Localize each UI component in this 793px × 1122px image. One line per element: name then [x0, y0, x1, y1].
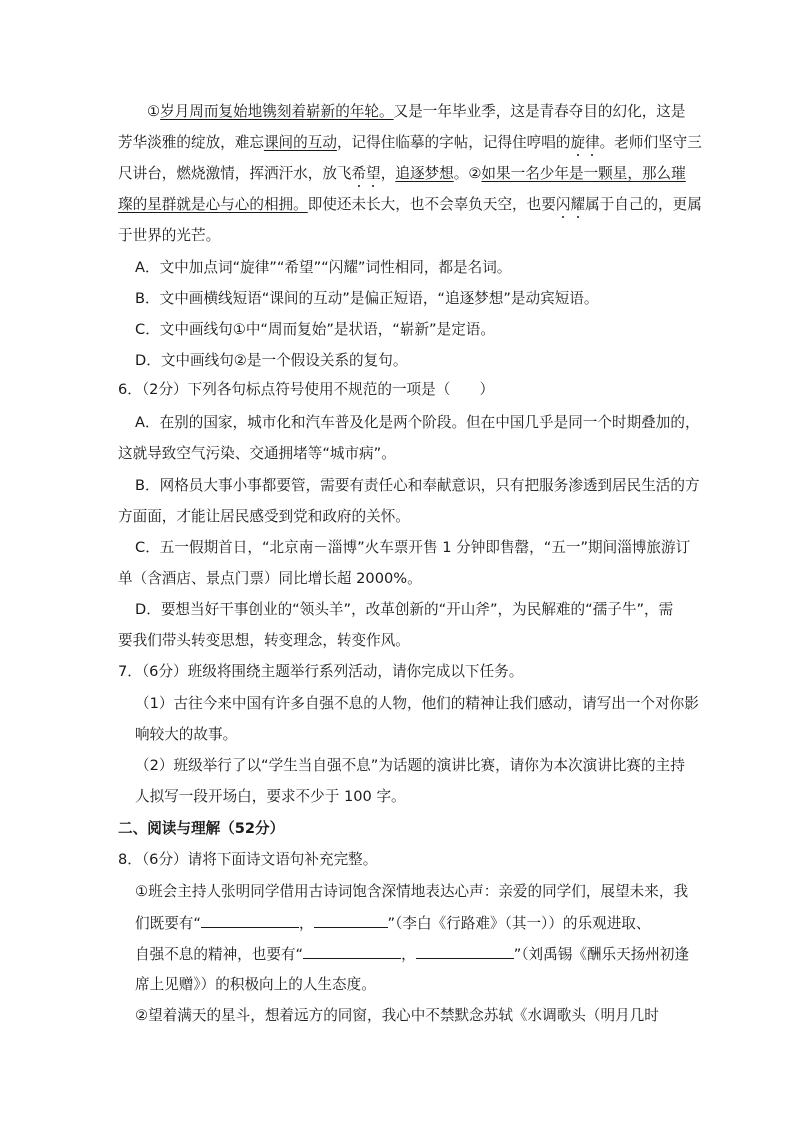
q6-option-c-line-1: C．五一假期首日，“北京南－淄博”火车票开售 1 分钟即售罄，“五一”期间淄博旅游订	[135, 539, 691, 556]
q7-sub2-line-1: （2）班级举行了以“学生当自强不息”为话题的演讲比赛，请你为本次演讲比赛的主持	[135, 757, 685, 774]
q7-sub2-line-2: 人拟写一段开场白，要求不少于 100 字。	[135, 788, 406, 805]
q8-stem: 8．（6分）请将下面诗文语句补充完整。	[118, 851, 378, 868]
q8-item1-line-1: ①班会主持人张明同学借用古诗词饱含深情地表达心声：亲爱的同学们，展望未来，我	[135, 883, 689, 900]
dotted-char: 耀	[570, 196, 586, 213]
q7-sub1-line-2: 响较大的故事。	[135, 726, 238, 743]
circled-number-1: ①	[147, 103, 161, 120]
passage-line-4: 璨的星群就是心与心的相拥。即使还未长大，也不会辜负天空，也要闪耀属于自己的，更属	[118, 196, 702, 213]
q5-option-c: C．文中画线句①中“周而复始”是状语，“崭新”是定语。	[135, 321, 495, 338]
q8-item1-line-2: 们既要有“ ， ”（李白《行路难》（其一））的乐观进取、	[135, 915, 651, 932]
passage-line-3: 尺讲台，燃烧激情，挥洒汗水，放飞希望，追逐梦想。②如果一名少年是一颗星，那么璀	[118, 165, 686, 182]
dotted-char: 律	[585, 134, 600, 151]
dotted-char: 望	[366, 165, 381, 182]
answer-blank[interactable]	[314, 913, 388, 928]
q7-stem: 7．（6分）班级将围绕主题举行系列活动，请你完成以下任务。	[118, 663, 524, 680]
underlined-sentence-2-end: 璨的星群就是心与心的相拥。	[118, 196, 308, 213]
dotted-char: 闪	[555, 196, 571, 213]
underlined-phrase: 课间的互动	[263, 134, 337, 151]
q6-option-c-line-2: 单（含酒店、景点门票）同比增长超 2000%。	[118, 570, 422, 587]
q6-option-a-line-2: 这就导致空气污染、交通拥堵等“城市病”。	[118, 445, 396, 462]
q6-option-d-line-2: 要我们带头转变思想，转变理念，转变作风。	[118, 632, 410, 649]
answer-blank[interactable]	[201, 913, 299, 928]
q5-option-b: B．文中画横线短语“课间的互动”是偏正短语，“追逐梦想”是动宾短语。	[135, 290, 599, 307]
underlined-phrase: 追逐梦想	[395, 165, 454, 182]
q8-item1-line-4: 席上见赠》）的积极向上的人生态度。	[135, 976, 376, 993]
passage-line-5: 于世界的光芒。	[118, 227, 221, 244]
section-heading: 二、阅读与理解（52分）	[118, 820, 285, 837]
q6-option-a-line-1: A．在别的国家，城市化和汽车普及化是两个阶段。但在中国几乎是同一个时期叠加的，	[135, 414, 700, 431]
q7-sub1-line-1: （1）古往今来中国有许多自强不息的人物，他们的精神让我们感动，请写出一个对你影	[135, 695, 699, 712]
dotted-char: 希	[351, 165, 367, 182]
q6-option-d-line-1: D．要想当好干事创业的“领头羊”，改革创新的“开山斧”，为民解难的“孺子牛”，需	[135, 601, 674, 618]
q8-item2-line-1: ②望着满天的星斗，想着远方的同窗，我心中不禁默念苏轼《水调歌头（明月几时	[135, 1007, 659, 1024]
passage-line-1: ①岁月周而复始地镌刻着崭新的年轮。又是一年毕业季，这是青春夺目的幻化，这是	[147, 103, 686, 120]
q6-option-b-line-2: 方面面，才能让居民感受到党和政府的关怀。	[118, 508, 410, 525]
q8-item1-line-3: 自强不息的精神，也要有“ ， ”（刘禹锡《酬乐天扬州初逢	[135, 946, 690, 963]
q5-option-a: A．文中加点词“旋律”“希望”“闪耀”词性相同，都是名词。	[135, 259, 512, 276]
underlined-sentence-1: 岁月周而复始地镌刻着崭新的年轮。	[160, 103, 394, 120]
q6-option-b-line-1: B．网格员大事小事都要管，需要有责任心和奉献意识，只有把服务渗透到居民生活的方	[135, 477, 700, 494]
underlined-sentence-2: 如果一名少年是一颗星，那么璀	[481, 165, 686, 182]
dotted-char: 旋	[570, 134, 586, 151]
q6-stem: 6．（2分）下列各句标点符号使用不规范的一项是（ ）	[118, 381, 495, 398]
answer-blank[interactable]	[416, 944, 514, 959]
passage-line-2: 芳华淡雅的绽放，难忘课间的互动，记得住临摹的字帖，记得住哼唱的旋律。老师们坚守三	[118, 134, 702, 151]
answer-blank[interactable]	[303, 944, 401, 959]
q5-option-d: D．文中画线句②是一个假设关系的复句。	[135, 352, 408, 369]
